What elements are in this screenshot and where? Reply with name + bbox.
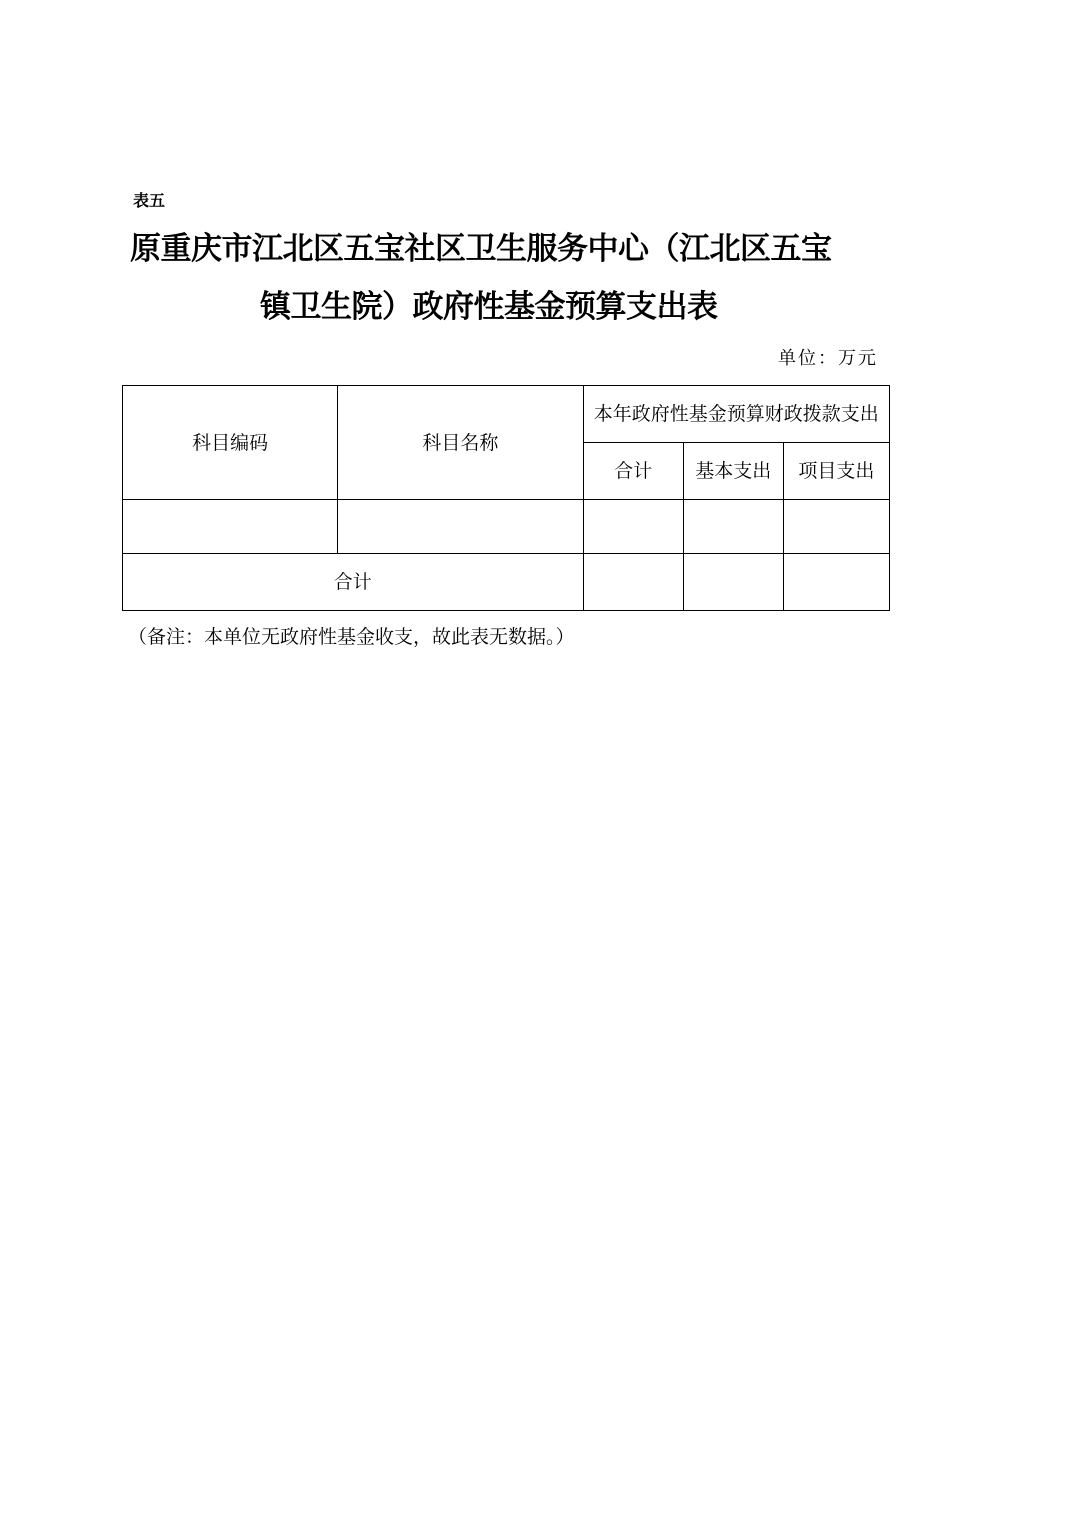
total-row-label: 合计 <box>123 554 584 611</box>
cell-project-expenditure <box>783 500 889 554</box>
header-basic-expenditure: 基本支出 <box>683 443 783 500</box>
total-row-total <box>583 554 683 611</box>
header-row-1 <box>123 386 890 443</box>
remark-note: （备注：本单位无政府性基金收支，故此表无数据。） <box>128 626 575 648</box>
page-title-line-2: 镇卫生院）政府性基金预算支出表 <box>260 289 718 325</box>
total-row-project <box>783 554 889 611</box>
total-row <box>123 554 890 611</box>
cell-total <box>583 500 683 554</box>
page-title <box>130 220 890 336</box>
cell-subject-code <box>123 500 338 554</box>
total-row-basic <box>683 554 783 611</box>
header-subject-code: 科目编码 <box>123 386 338 500</box>
header-project-expenditure: 项目支出 <box>783 443 889 500</box>
cell-subject-name <box>338 500 583 554</box>
page-title-line-1: 原重庆市江北区五宝社区卫生服务中心（江北区五宝 <box>130 231 832 267</box>
unit-label: 单位：万元 <box>778 348 878 369</box>
header-fund-expenditure-group: 本年政府性基金预算财政拨款支出 <box>583 386 889 443</box>
table-number-label: 表五 <box>133 191 166 210</box>
table-row <box>123 500 890 554</box>
budget-table <box>122 385 890 611</box>
header-subject-name: 科目名称 <box>338 386 583 500</box>
header-total: 合计 <box>583 443 683 500</box>
cell-basic-expenditure <box>683 500 783 554</box>
